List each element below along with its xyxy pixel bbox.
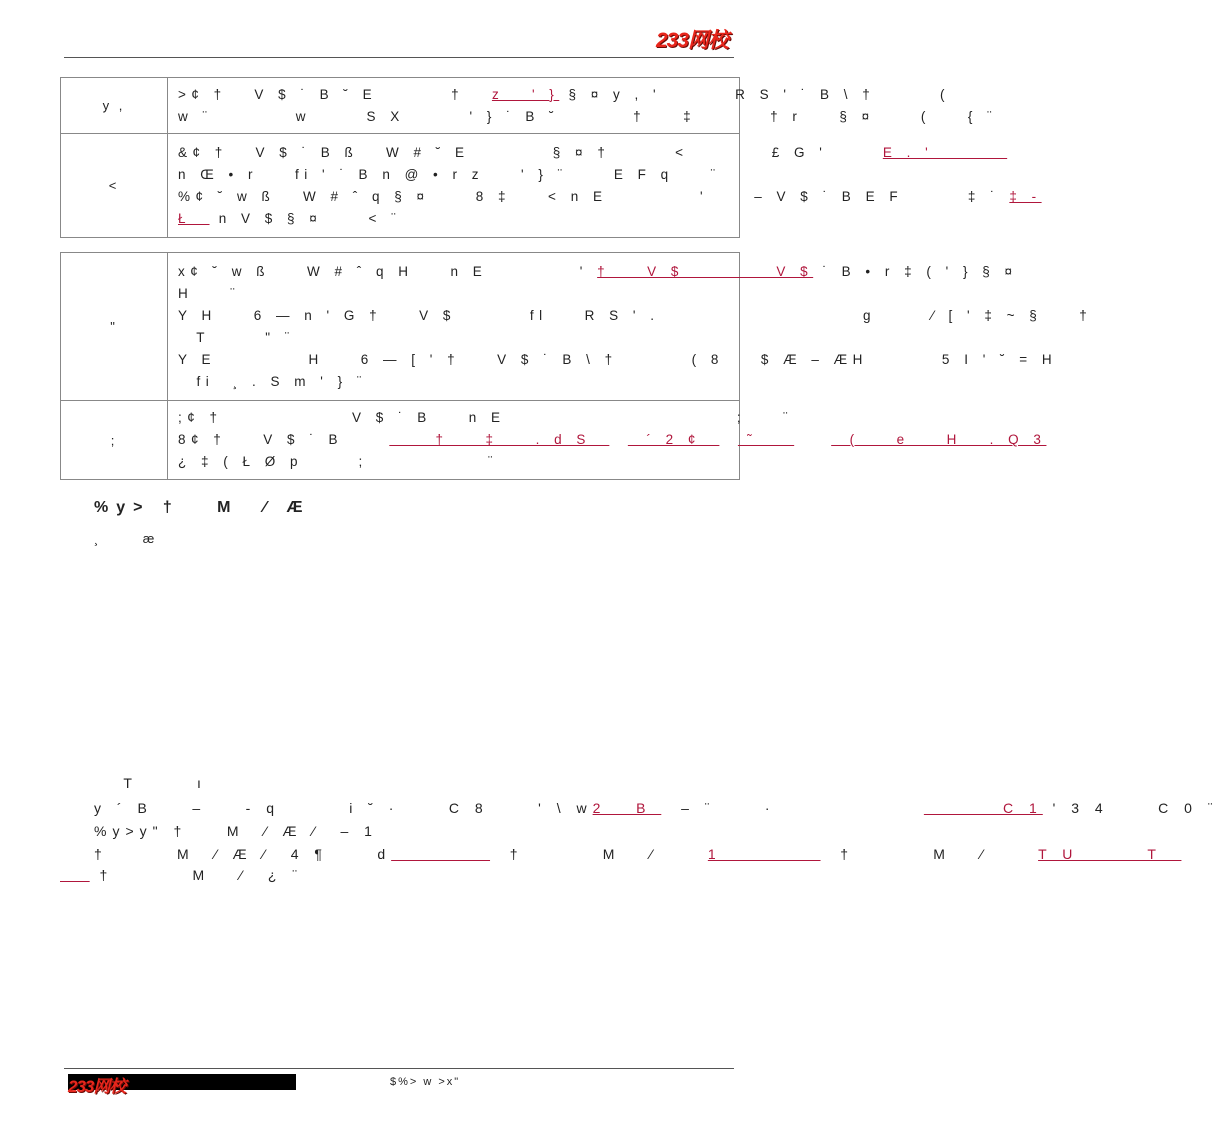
row-label: ;: [61, 401, 168, 480]
text-segment: – ¨ ·: [661, 800, 924, 816]
text-segment: T " ¨: [178, 329, 295, 345]
row-label: ": [61, 253, 168, 401]
underlined-text: † ‡ . d S: [389, 432, 610, 447]
text-segment: &¢ † V $ ˙ B ß W # ˘ E § ¤ † < £ G ': [178, 144, 883, 160]
info-table-1: [60, 77, 1042, 238]
table-row: [61, 401, 740, 480]
text-line: [178, 261, 1018, 283]
footer-divider: [64, 1068, 734, 1069]
paragraph: [60, 867, 303, 883]
text-segment: 8¢ † V $ ˙ B: [178, 432, 390, 447]
text-segment: n Œ • r fi ' ˙ B n @ • r z ' } ¨ E F q ¨: [178, 166, 721, 182]
text-line: [178, 349, 1058, 371]
underlined-text: Ł: [178, 210, 210, 226]
row-content: [168, 134, 1042, 238]
paragraph: [94, 775, 207, 791]
underlined-text: ´ 2 ¢: [627, 432, 720, 447]
table-row: [61, 134, 740, 238]
text-segment: † M ⁄ Æ ⁄ 4 ¶ d: [94, 846, 392, 862]
text-segment: ¿ ‡ ( Ł Ø p ; ¨: [178, 454, 499, 469]
text-line: [178, 371, 731, 393]
text-segment: n V $ § ¤ < ¨: [209, 210, 402, 226]
text-segment: ˙ B • r ‡ ( ' } § ¤: [813, 263, 1018, 279]
text-segment: ;¢ † V $ ˙ B n E ; ¨: [178, 410, 794, 425]
text-line: [178, 305, 1093, 327]
underlined-text: E . ': [882, 144, 1008, 160]
text-segment: x¢ ˘ w ß W # ˆ q H n E ': [178, 263, 598, 279]
underlined-text: [391, 846, 490, 862]
text-line: [178, 84, 950, 106]
underlined-text: † V $ V $: [597, 263, 814, 279]
text-segment: %¢ ˘ w ß W # ˆ q § ¤ 8 ‡ < n E ' – V $ ˙ B E F ‡ ˙: [178, 188, 1010, 204]
text-segment: † M ⁄: [820, 846, 1039, 862]
text-segment: w ¨ w S X ' } ˙ B ˘ † ‡ † r § ¤ ( { ¨: [178, 108, 998, 124]
text-line: [178, 451, 731, 473]
underlined-text: ( e H . Q 3: [831, 432, 1047, 447]
text-segment: >¢ † V $ ˙ B ˘ E †: [178, 86, 492, 102]
row-label: <: [61, 134, 168, 238]
underlined-text: T U T: [1038, 846, 1182, 862]
text-segment: %y>y" † M ⁄ Æ ⁄ – 1: [94, 823, 378, 839]
section-subtitle: ¸ æ: [94, 531, 161, 546]
section-title: %y> † M ⁄ Æ: [94, 499, 311, 516]
text-segment: Y H 6 — n ' G † V $ fl R S ' . g ⁄ [ ' ‡ ~ § †: [178, 307, 1093, 323]
header-divider: [64, 57, 734, 58]
text-segment: Y E H 6 — [ ' † V $ ˙ B \ † ( 8 $ Æ – ÆH 5 I ' ˘ = H: [178, 351, 1058, 367]
footer-text: $%> w >x": [390, 1076, 461, 1088]
paragraph: [94, 800, 1218, 816]
row-content: [168, 78, 998, 134]
logo: 233网校: [656, 29, 729, 52]
text-line: [178, 142, 1008, 164]
info-table-2: [60, 252, 1093, 480]
underlined-text: ˜: [737, 432, 795, 447]
underlined-text: 2 B: [592, 800, 662, 816]
row-content: [168, 253, 1093, 401]
underlined-text: 1: [707, 846, 821, 862]
text-line: [178, 327, 731, 349]
paragraph: [94, 846, 1181, 862]
underlined-text: [60, 867, 90, 883]
text-segment: [794, 432, 831, 447]
row-label: y ,: [61, 78, 168, 134]
text-segment: ' 3 4 C 0 ¨: [1042, 800, 1218, 816]
text-segment: fi ¸ . S m ' } ¨: [178, 373, 367, 389]
table-row: [61, 78, 740, 134]
underlined-text: ‡ -: [1009, 188, 1042, 204]
text-segment: [719, 432, 738, 447]
text-segment: § ¤ y , ' R S ' ˙ B \ † (: [559, 86, 950, 102]
row-content: [168, 401, 1047, 480]
text-line: [178, 429, 1047, 451]
table-row: [61, 253, 740, 401]
text-line: [178, 407, 794, 429]
text-segment: † M ⁄: [490, 846, 708, 862]
underlined-text: z ' }: [491, 86, 560, 102]
text-line: [178, 208, 731, 230]
text-line: [178, 283, 731, 305]
text-segment: T ı: [94, 775, 207, 791]
footer-logo: 233网校: [68, 1077, 126, 1096]
text-line: [178, 186, 1042, 208]
text-line: [178, 106, 998, 128]
text-segment: [609, 432, 628, 447]
paragraph: [94, 823, 378, 839]
text-segment: y ´ B – - q i ˘ · C 8 ' \ w: [94, 800, 593, 816]
text-segment: † M ⁄ ¿ ¨: [89, 867, 304, 883]
text-line: [178, 164, 731, 186]
underlined-text: C 1: [923, 800, 1043, 816]
text-segment: H ¨: [178, 285, 241, 301]
